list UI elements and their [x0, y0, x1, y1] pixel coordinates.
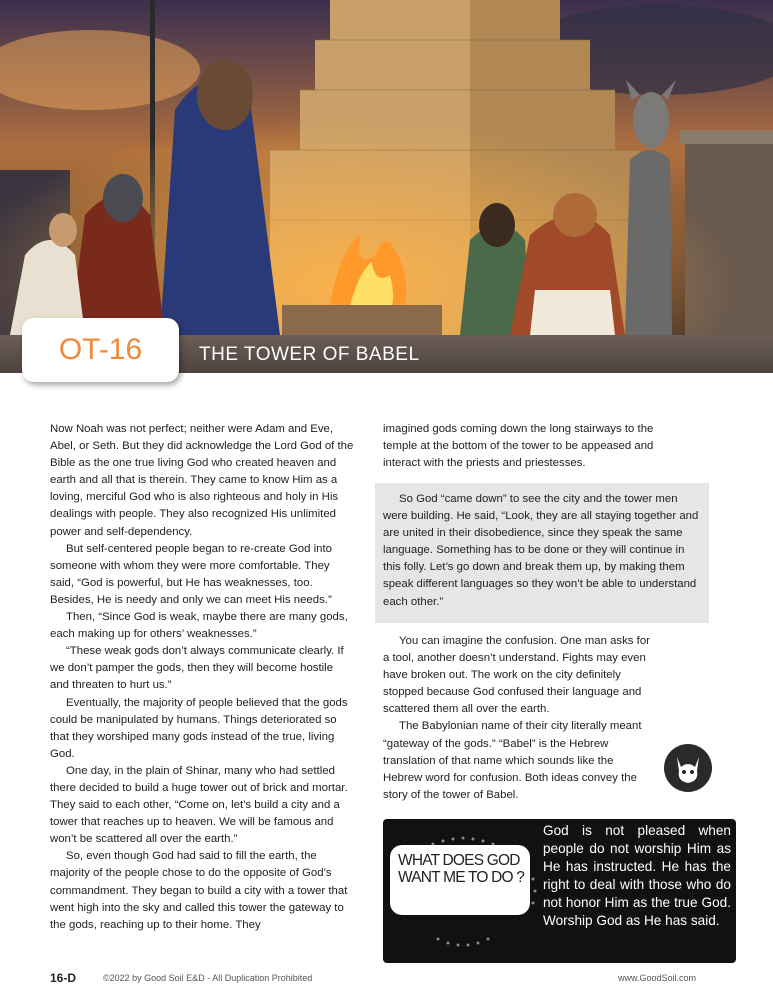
paragraph: So, even though God had said to fill the earth, the majority of the people chose to do the opposite of God’s commandment. They began to build a city with a tower that went high into the sky and called this tower the gateway to the gods, reaching up to their home. They: [50, 850, 348, 931]
right-column-bottom: [383, 633, 653, 804]
paragraph: You can imagine the confusion. One man asks for a tool, another doesn’t understand. Fights may even have broken out. The work on the city definitely stopped because God confused their language and scattered them all over the earth.: [383, 635, 650, 716]
paragraph: Eventually, the majority of people believed that the gods could be manipulated by humans. Things deteriorated so that they worshiped many gods instead of the true, living God.: [50, 696, 348, 760]
copyright: ©2022 by Good Soil E&D - All Duplication Prohibited: [103, 973, 313, 983]
left-column: [50, 421, 355, 934]
paragraph: So God “came down” to see the city and the tower men were building. He said, “Look, they are all staying together and are united in their disobedience, since they speak the same language. Something has to be done or they will continue in this folly. Let’s go down and break them up, by making them speak different languages so they won’t be able to understand each other.”: [383, 493, 699, 608]
paragraph: Now Noah was not perfect; neither were Adam and Eve, Abel, or Seth. But they did acknowledge the Lord God of the Bible as the one true living God who created heaven and earth and all that is therein. They came to know Him as a loving, merciful God who is also righteous and holy in His dealings with people. They also recognized His unlimited power and self-dependency.: [50, 423, 354, 538]
right-column-top: [383, 421, 688, 472]
paragraph: But self-centered people began to re-create God into someone with whom they were more comfortable. They said, “God is powerful, but He has weaknesses, too. Besides, He is needy and only we can meet His needs.”: [50, 542, 332, 606]
page-number: 16-D: [50, 971, 77, 985]
callout-answer: God is not pleased when people do not worship Him as He has instructed. He has the right to deal with those who do not honor Him as the true God. Worship God as He has said.: [543, 823, 731, 928]
lesson-code: OT-16: [58, 333, 143, 366]
website-url: www.GoodSoil.com: [618, 973, 697, 983]
paragraph: imagined gods coming down the long stairways to the temple at the bottom of the tower to be appeased and interact with the priests and priestesses.: [383, 423, 654, 470]
hero-illustration: [0, 0, 773, 335]
idol-head-icon: [663, 743, 713, 793]
paragraph: One day, in the plain of Shinar, many who had settled there decided to build a huge tower out of brick and mortar. They said to each other, “Come on, let’s build a city and a tower that reaches up to heaven. We will be famous and won’t be scattered all over the earth.”: [50, 764, 348, 846]
shaded-paragraph: [383, 491, 701, 611]
paragraph: Then, “Since God is weak, maybe there are many gods, each making up for others’ weaknesses.”: [50, 611, 348, 641]
tower-of-babel-illustration: [0, 0, 773, 335]
lesson-title: THE TOWER OF BABEL: [199, 344, 420, 365]
lesson-code-badge: [22, 318, 179, 382]
paragraph: The Babylonian name of their city literally meant “gateway of the gods.” “Babel” is the Hebrew translation of that name which sounds like the Hebrew word for confusion. Both ideas convey the story of the tower of Babel.: [383, 720, 642, 801]
callout-question: WHAT DOES GOD WANT ME TO DO ?: [398, 852, 525, 886]
paragraph: “These weak gods don’t always communicate clearly. If we don’t pamper the gods, then they will become hostile and threaten to hurt us.”: [50, 645, 344, 692]
